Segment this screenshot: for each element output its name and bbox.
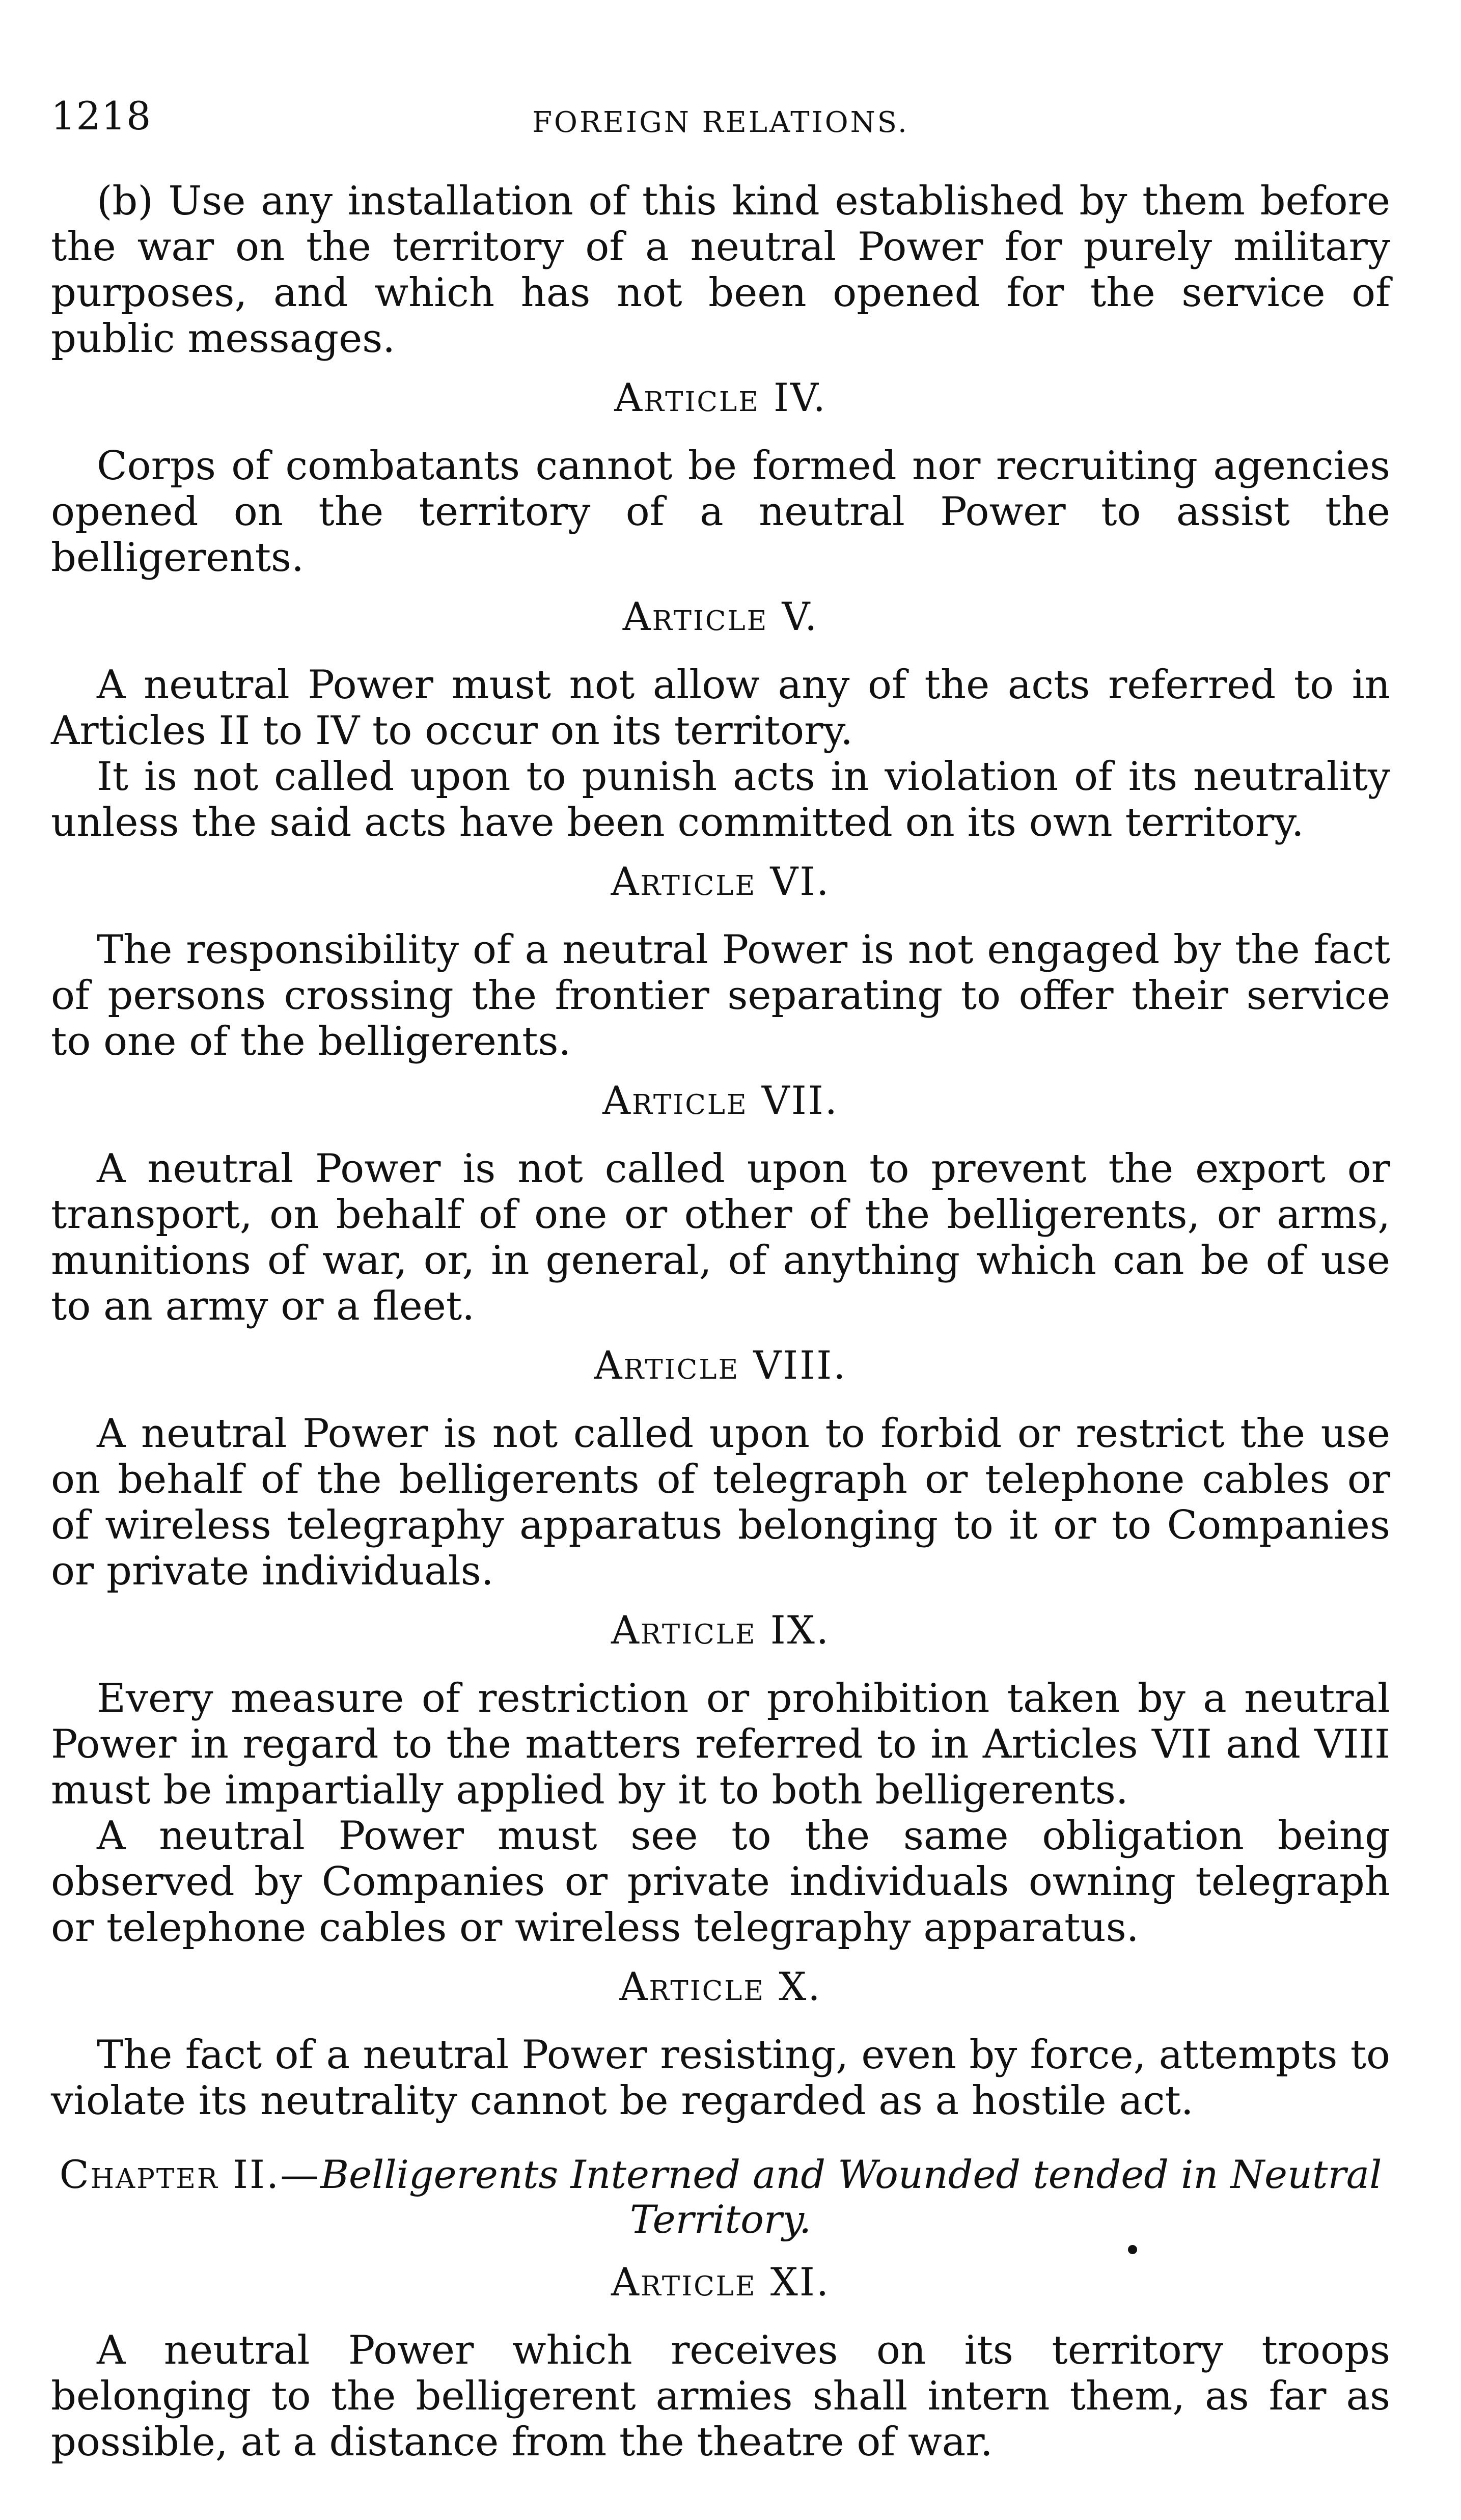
article-heading-viii: Article VIII.: [594, 1343, 847, 1388]
article-vii-paragraph-1: A neutral Power is not called upon to prevent the export or transport, on behalf of one or other of the belligerents, or arms, munitions of war, or, in general, of anything which can be of use to an army or a fleet.: [51, 1146, 1390, 1329]
article-ix-paragraph-2: A neutral Power must see to the same obligation being observed by Companies or private individuals owning telegraph or telephone cables or wireless telegraphy apparatus.: [51, 1813, 1390, 1951]
chapter-title: Belligerents Interned and Wounded tended in Neutral Territory.: [320, 2152, 1382, 2242]
article-heading-ix: Article IX.: [611, 1607, 831, 1653]
article-v-paragraph-1: A neutral Power must not allow any of the acts referred to in Articles II to IV to occur on its territory.: [51, 662, 1390, 754]
article-heading-xi: Article XI.: [611, 2259, 831, 2305]
ink-dot-mark: [1128, 2245, 1137, 2254]
chapter-label: Chapter II.—: [59, 2152, 321, 2197]
article-heading-vi: Article VI.: [611, 859, 831, 904]
article-vi-paragraph-1: The responsibility of a neutral Power is not engaged by the fact of persons crossing the frontier separating to offer their service to one of the belligerents.: [51, 927, 1390, 1064]
document-page: [51, 93, 1390, 2465]
running-header: [51, 93, 1390, 153]
article-v-paragraph-2: It is not called upon to punish acts in violation of its neutrality unless the said acts have been committed on its own territory.: [51, 754, 1390, 845]
intro-paragraph: (b) Use any installation of this kind established by them before the war on the territory of a neutral Power for purely military purposes, and which has not been opened for the service of public messages.: [51, 178, 1390, 362]
running-title: FOREIGN RELATIONS.: [532, 106, 909, 139]
article-ix-paragraph-1: Every measure of restriction or prohibition taken by a neutral Power in regard to the matters referred to in Articles VII and VIII must be impartially applied by it to both belligerents.: [51, 1676, 1390, 1813]
article-xi-paragraph-1: A neutral Power which receives on its territory troops belonging to the belligerent armies shall intern them, as far as possible, at a distance from the theatre of war.: [51, 2327, 1390, 2465]
article-heading-v: Article V.: [622, 594, 819, 639]
article-heading-iv: Article IV.: [614, 375, 827, 420]
article-heading-x: Article X.: [619, 1964, 822, 2009]
page-number: 1218: [51, 93, 152, 139]
article-iv-paragraph-1: Corps of combatants cannot be formed nor recruiting agencies opened on the territory of a neutral Power to assist the belligerents.: [51, 443, 1390, 581]
article-x-paragraph-1: The fact of a neutral Power resisting, even by force, attempts to violate its neutrality cannot be regarded as a hostile act.: [51, 2032, 1390, 2124]
article-viii-paragraph-1: A neutral Power is not called upon to forbid or restrict the use on behalf of the belligerents of telegraph or telephone cables or of wireless telegraphy apparatus belonging to it or to Companies or private individuals.: [51, 1411, 1390, 1594]
chapter-heading: [51, 2152, 1390, 2242]
article-heading-vii: Article VII.: [602, 1078, 839, 1123]
